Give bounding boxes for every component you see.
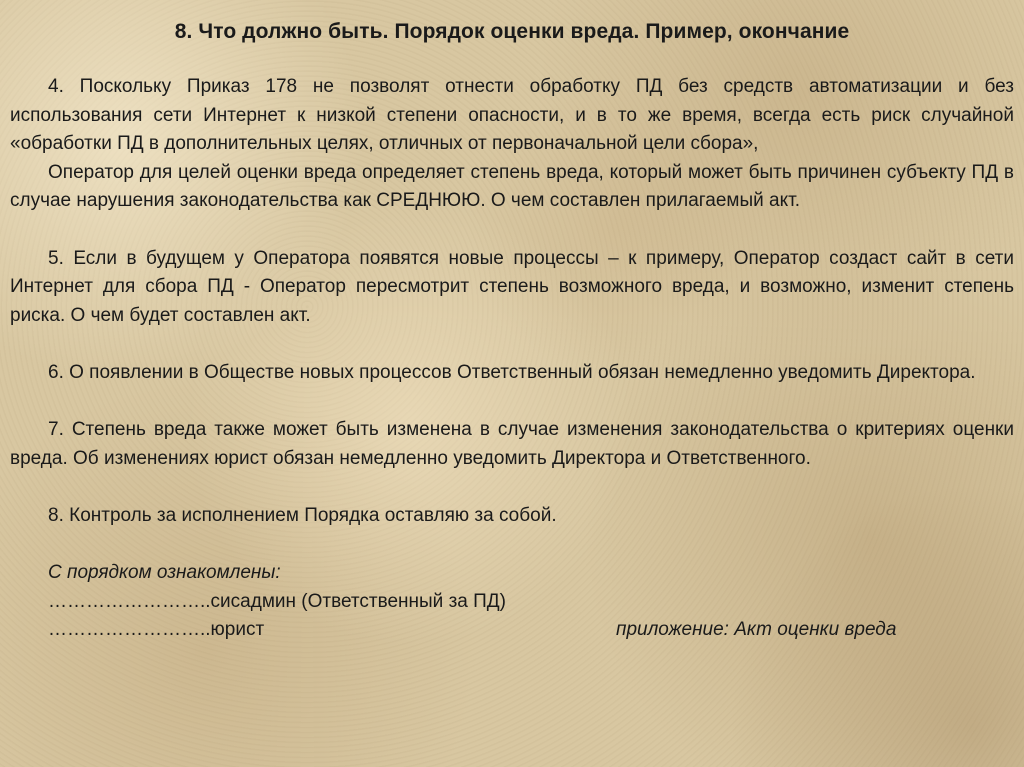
paragraph-item-8: 8. Контроль за исполнением Порядка оставляю за собой. — [48, 504, 557, 526]
paragraph-item-4-part-2: Оператор для целей оценки вреда определяет степень вреда, который может быть причинен субъекту ПД в случае нарушения законодательства как СРЕДНЮЮ. О чем составлен прилагаемый акт. — [10, 161, 1014, 212]
slide-title: 8. Что должно быть. Порядок оценки вреда. Пример, окончание — [174, 20, 850, 43]
paragraph-item-4-part-1: 4. Поскольку Приказ 178 не позволят отнести обработку ПД без средств автоматизации и без использования сети Интернет к низкой степени опасности, и в то же время, всегда есть риск случайной «обработки ПД в дополнительных целях, отличных от первоначальной цели сбора», — [10, 76, 1014, 155]
signature-line-sysadmin: ……………………..сисадмин (Ответственный за ПД) — [48, 590, 506, 612]
spacer — [10, 388, 1014, 417]
paragraph-item-7: 7. Степень вреда также может быть изменена в случае изменения законодательства о критериях оценки вреда. Об изменениях юрист обязан немедленно уведомить Директора и Ответственного. — [10, 419, 1014, 469]
attachment-note: приложение: Акт оценки вреда — [616, 619, 897, 641]
spacer — [10, 473, 1014, 502]
spacer — [10, 330, 1014, 359]
acquainted-label: С порядком ознакомлены: — [48, 562, 281, 584]
spacer — [10, 531, 1014, 560]
spacer — [10, 216, 1014, 245]
paragraph-item-6: 6. О появлении в Обществе новых процессов Ответственный обязан немедленно уведомить Директора. — [48, 361, 976, 383]
signature-line-lawyer: ……………………..юрист — [48, 619, 265, 641]
paragraph-item-5: 5. Если в будущем у Оператора появятся новые процессы – к примеру, Оператор создаст сайт в сети Интернет для сбора ПД - Оператор пересмотрит степень возможного вреда, и возможно, изменит степень риска. О чем будет составлен акт. — [10, 247, 1014, 326]
signature-row-lawyer — [10, 616, 1014, 645]
slide-body — [10, 73, 1014, 645]
